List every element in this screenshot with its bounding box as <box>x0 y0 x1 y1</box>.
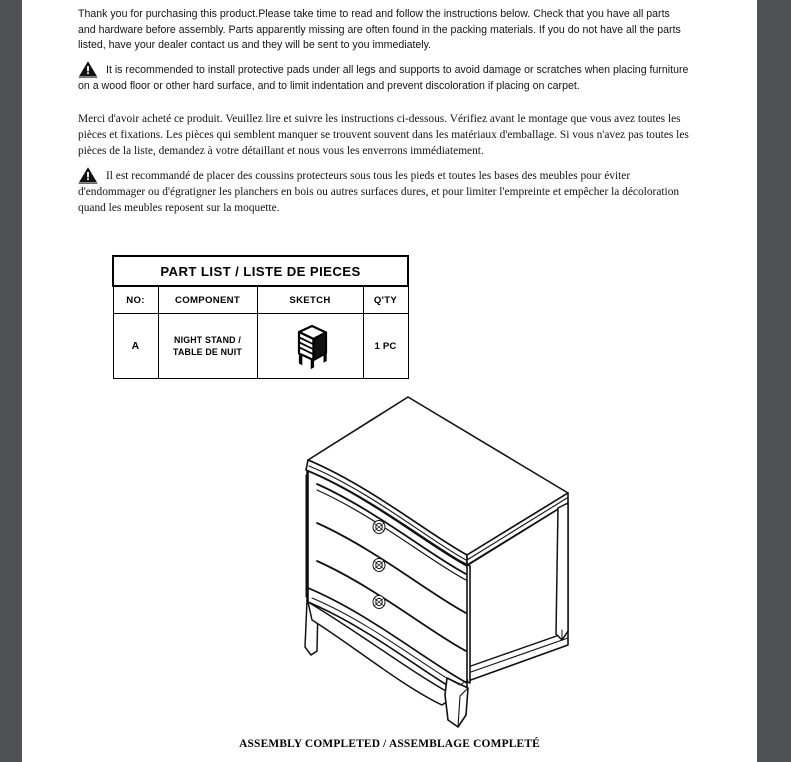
paragraph-french-intro-block <box>78 111 690 160</box>
component-line-2: TABLE DE NUIT <box>173 347 242 357</box>
paragraph-french-intro: Merci d'avoir acheté ce produit. Veuillez lire et suivre les instructions ci-dessous. Vérifiez avant le montage que vous avez toutes les pièces et fixations. Les pièces qui semblent manquer se trouvent souvent dans les matériaux d'emballage. Si vous n'avez pas toutes les pièces de la liste, demandez à votre détaillant et nous vous les enverrons immédiatement. <box>78 113 689 158</box>
component-line-1: NIGHT STAND / <box>174 335 241 345</box>
drawer-knob <box>373 559 385 572</box>
warning-triangle-icon <box>78 166 98 184</box>
paragraph-english-intro: Thank you for purchasing this product.Please take time to read and follow the instructions below. Check that you have all parts and hardware before assembly. Parts apparently missing are often found in the packing materials. If you do not have all the parts listed, have your dealer contact us and they will be sent to you immediately. <box>78 8 681 52</box>
parts-list-table <box>112 255 409 379</box>
column-header-no: NO: <box>113 286 158 314</box>
column-header-sketch: SKETCH <box>257 286 363 314</box>
paragraph-french-warning-wrapper <box>78 166 690 217</box>
warning-english-block <box>78 60 690 94</box>
paragraph-english-warning-wrapper <box>78 60 690 94</box>
drawer-knob <box>373 596 385 609</box>
document-page <box>22 0 757 762</box>
cell-part-qty: 1 PC <box>363 314 408 379</box>
paragraph-english-intro-block <box>78 7 690 54</box>
drawer-knob <box>373 521 385 534</box>
parts-table-title-row <box>113 256 408 286</box>
cell-part-sketch <box>257 314 363 379</box>
column-header-component: COMPONENT <box>158 286 257 314</box>
paragraph-french-warning: Il est recommandé de placer des coussins protecteurs sous tous les pieds et toutes les bases des meubles pour éviter d'endommager ou d'égratigner les planchers en bois ou autres surfaces dures, et pour limiter l'empreinte et empêcher la décoloration quand les meubles reposent sur la moquette. <box>78 170 680 215</box>
column-header-qty: Q'TY <box>363 286 408 314</box>
table-row <box>113 314 408 379</box>
assembly-completed-caption: ASSEMBLY COMPLETED / ASSEMBLAGE COMPLETÉ <box>239 738 540 750</box>
nightstand-sketch-icon <box>288 323 332 369</box>
warning-triangle-icon <box>78 60 98 78</box>
parts-table-header-row <box>113 286 408 314</box>
paragraph-english-warning: It is recommended to install protective pads under all legs and supports to avoid damage or scratches when placing furniture on a wood floor or other hard surface, and to limit indentation and prevent discoloration if placing on carpet. <box>78 64 689 92</box>
cell-part-no: A <box>113 314 158 379</box>
nightstand-assembled-illustration <box>290 383 590 728</box>
parts-table-title: PART LIST / LISTE DE PIECES <box>113 256 408 286</box>
cell-part-component <box>158 314 257 379</box>
warning-french-block <box>78 166 690 217</box>
viewer-gutter-left <box>0 0 22 762</box>
viewer-gutter-right <box>757 0 791 762</box>
